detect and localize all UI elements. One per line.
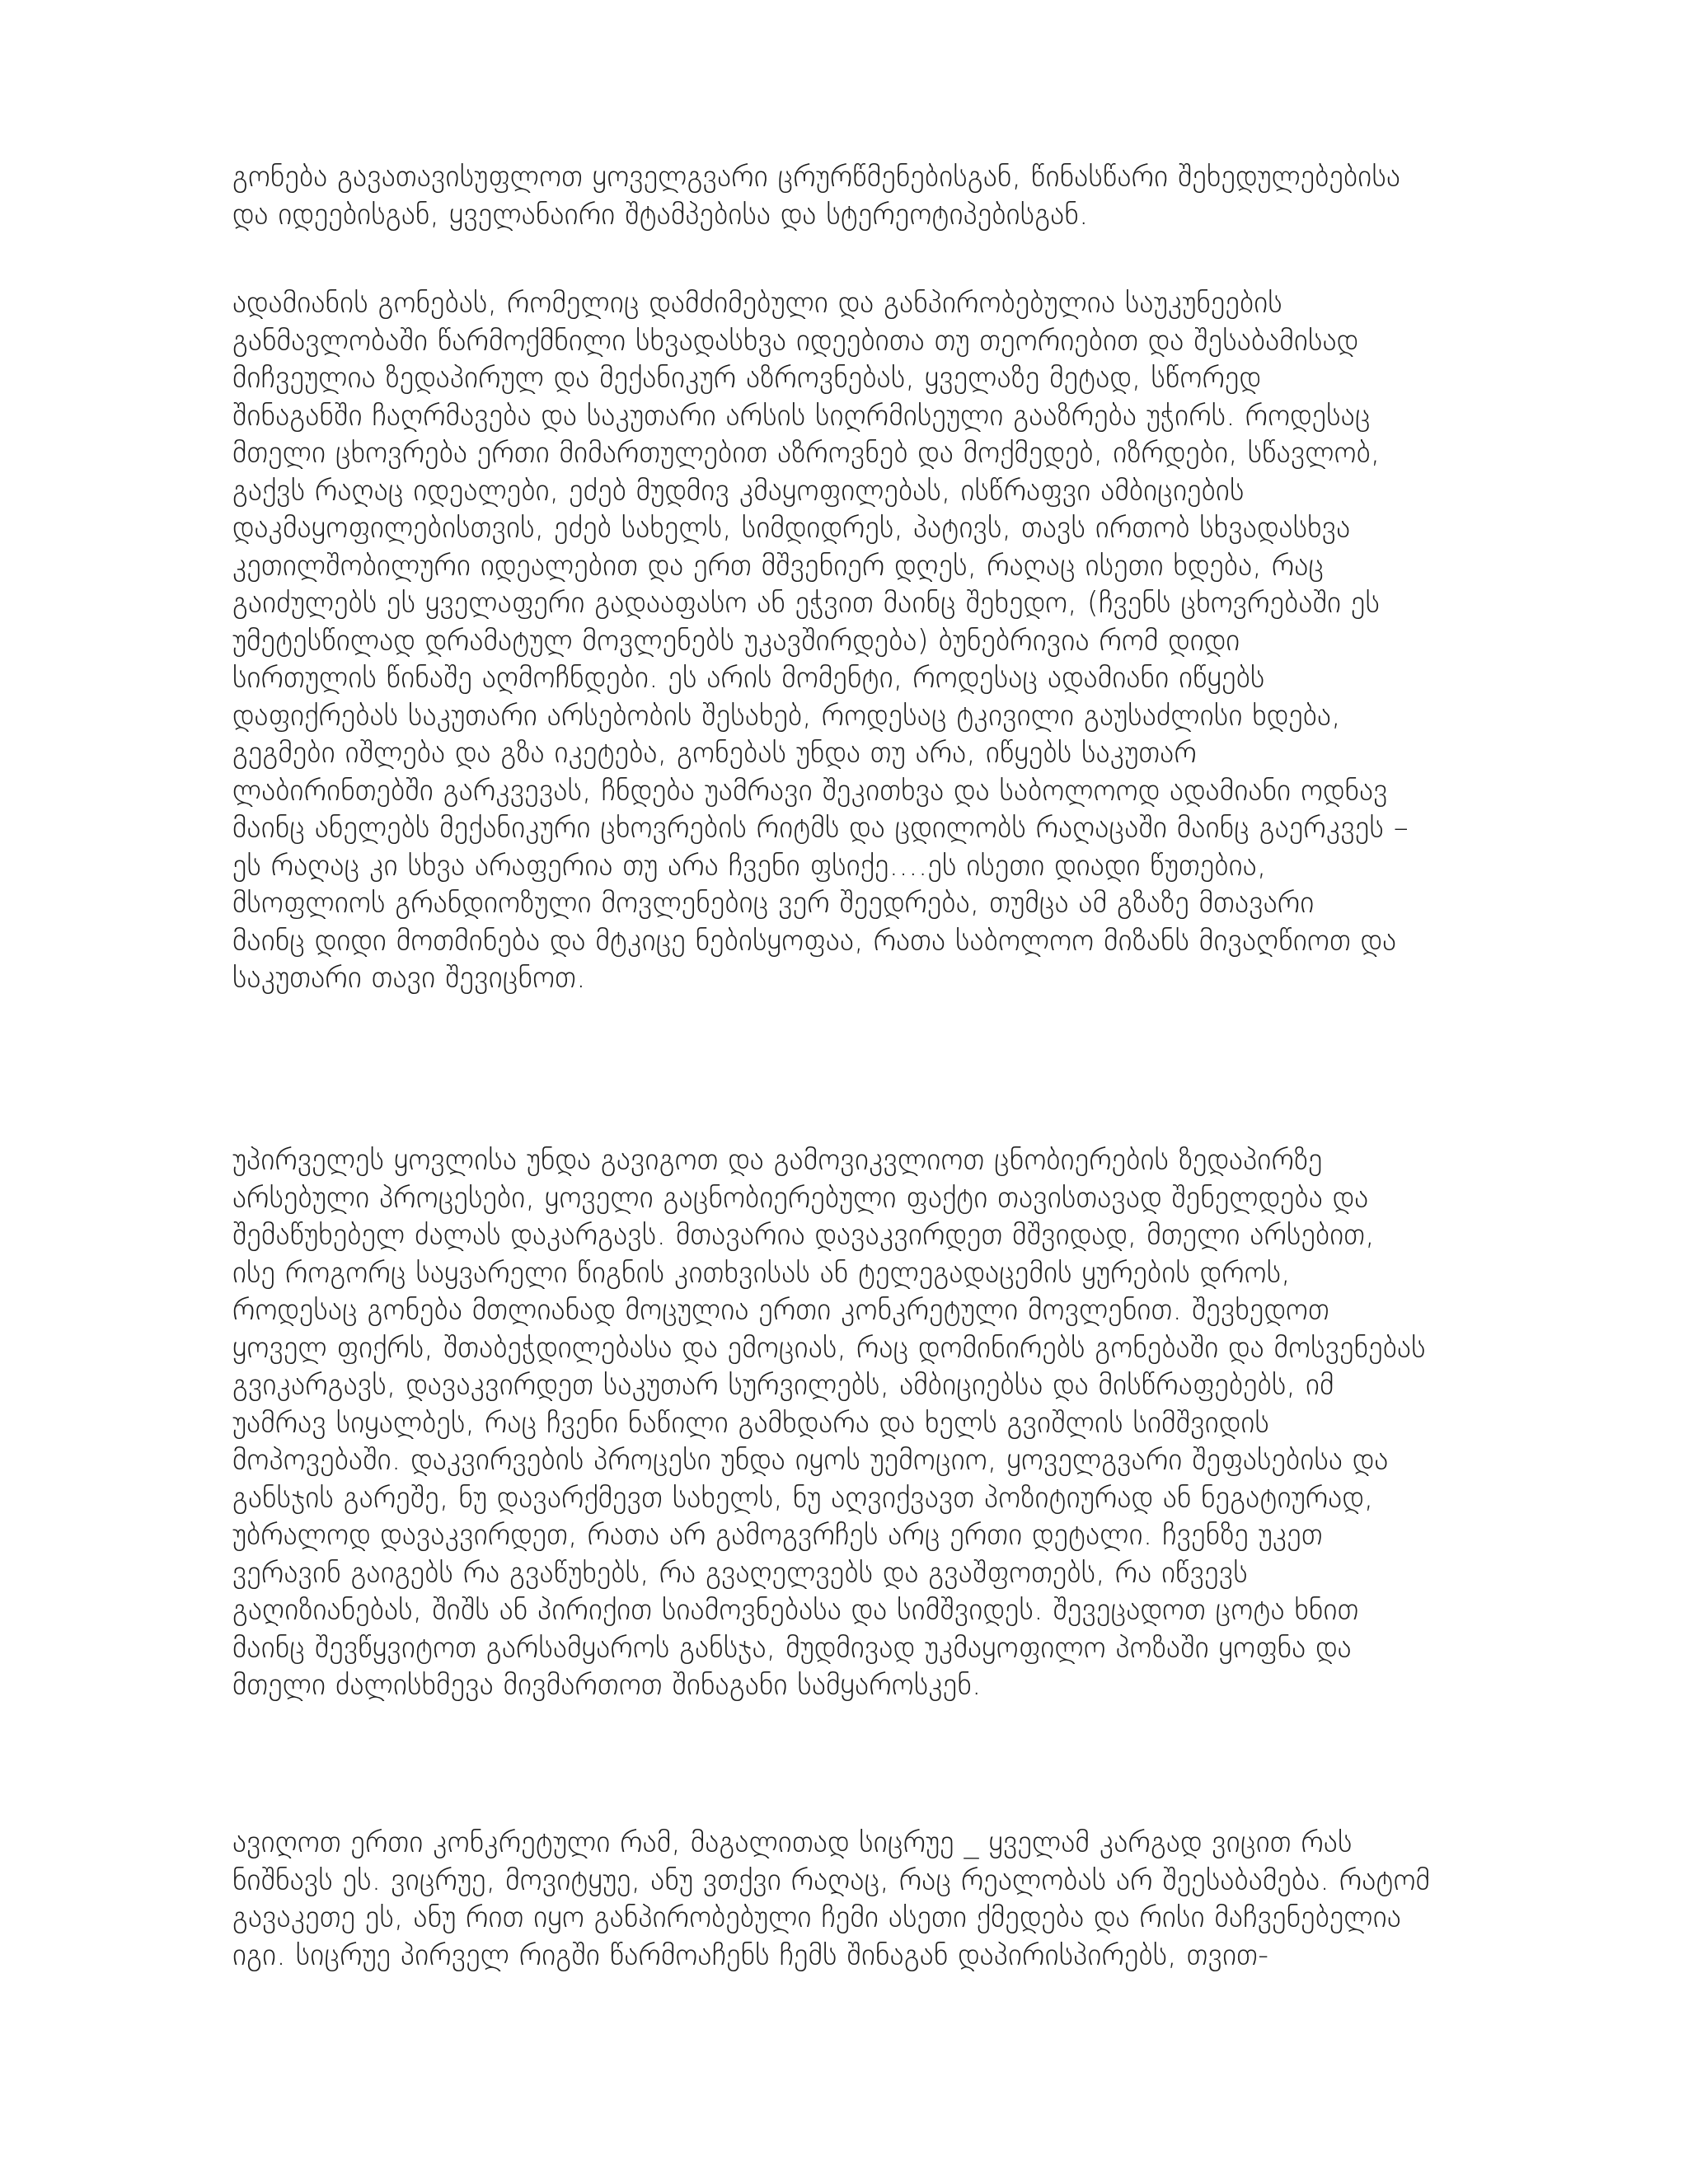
text-line: გონება გავათავისუფლოთ ყოველგვარი ცრურწმენებისგან, წინასწარი შეხედულებებისა	[232, 160, 1401, 194]
text-line: იგი. სიცრუე პირველ რიგში წარმოაჩენს ჩემს შინაგან დაპირისპირებს, თვით-	[232, 1938, 1269, 1972]
text-line: მთელი ცხოვრება ერთი მიმართულებით აზროვნებ და მოქმედებ, იზრდები, სწავლობ,	[232, 436, 1381, 470]
text-line: გაიძულებს ეს ყველაფერი გადააფასო ან ეჭვით მაინც შეხედო, (ჩვენს ცხოვრებაში ეს	[232, 586, 1381, 620]
text-line: უამრავ სიყალბეს, რაც ჩვენი ნაწილი გამხდარა და ხელს გვიშლის სიმშვიდის	[232, 1405, 1270, 1440]
text-line: მაინც ანელებს მექანიკური ცხოვრების რიტმს და ცდილობს რაღაცაში მაინც გაერკვეს –	[232, 811, 1409, 845]
paragraph-1	[232, 158, 1568, 233]
text-line: გავაკეთე ეს, ანუ რით იყო განპირობებული ჩემი ასეთი ქმედება და რისი მაჩვენებელია	[232, 1900, 1402, 1934]
text-line: მაინც შევწყვიტოთ გარსამყაროს განსჯა, მუდმივად უკმაყოფილო პოზაში ყოფნა და	[232, 1630, 1352, 1665]
text-line: ლაბირინთებში გარკვევას, ჩნდება უამრავი შეკითხვა და საბოლოოდ ადამიანი ოდნავ	[232, 773, 1388, 808]
text-line: გეგმები იშლება და გზა იკეტება, გონებას უნდა თუ არა, იწყებს საკუთარ	[232, 736, 1197, 770]
paragraph-4	[232, 1824, 1568, 1974]
text-line: სირთულის წინაშე აღმოჩნდები. ეს არის მომენტი, როდესაც ადამიანი იწყებს	[232, 661, 1265, 695]
text-line: მაინც დიდი მოთმინება და მტკიცე ნებისყოფაა, რათა საბოლოო მიზანს მივაღწიოთ და	[232, 923, 1397, 958]
text-line: გვიკარგავს, დავაკვირდეთ საკუთარ სურვილებს, ამბიციებსა და მისწრაფებებს, იმ	[232, 1368, 1334, 1402]
text-line: საკუთარი თავი შევიცნოთ.	[232, 961, 586, 995]
text-line: მოპოვებაში. დაკვირვების პროცესი უნდა იყოს უემოციო, ყოველგვარი შეფასებისა და	[232, 1443, 1389, 1477]
text-line: დაფიქრებას საკუთარი არსებობის შესახებ, როდესაც ტკივილი გაუსაძლისი ხდება,	[232, 698, 1341, 733]
text-line: მსოფლიოს გრანდიოზული მოვლენებიც ვერ შეედრება, თუმცა ამ გზაზე მთავარი	[232, 886, 1315, 920]
text-line: გაღიზიანებას, შიშს ან პირიქით სიამოვნებასა და სიმშვიდეს. შევეცადოთ ცოტა ხნით	[232, 1593, 1359, 1627]
text-line: როდესაც გონება მთლიანად მოცულია ერთი კონკრეტული მოვლენით. შევხედოთ	[232, 1293, 1329, 1327]
text-line: შინაგანში ჩაღრმავება და საკუთარი არსის სიღრმისეული გააზრება უჭირს. როდესაც	[232, 398, 1371, 433]
text-line: ადამიანის გონებას, რომელიც დამძიმებული და განპირობებულია საუკუნეების	[232, 286, 1282, 320]
text-line: კეთილშობილური იდეალებით და ერთ მშვენიერ დღეს, რაღაც ისეთი ხდება, რაც	[232, 548, 1325, 583]
text-line: გაქვს რაღაც იდეალები, ეძებ მუდმივ კმაყოფილებას, ისწრაფვი ამბიციების	[232, 473, 1245, 508]
text-line: ეს რაღაც კი სხვა არაფერია თუ არა ჩვენი ფსიქე....ეს ისეთი დიადი წუთებია,	[232, 848, 1267, 883]
text-line: მიჩვეულია ზედაპირულ და მექანიკურ აზროვნებას, ყველაზე მეტად, სწორედ	[232, 361, 1262, 395]
text-line: უმეტესწილად დრამატულ მოვლენებს უკავშირდება) ბუნებრივია რომ დიდი	[232, 623, 1240, 658]
text-line: ყოველ ფიქრს, შთაბეჭდილებასა და ემოციას, რაც დომინირებს გონებაში და მოსვენებას	[232, 1330, 1426, 1365]
text-line: უბრალოდ დავაკვირდეთ, რათა არ გამოგვრჩეს არც ერთი დეტალი. ჩვენზე უკეთ	[232, 1518, 1323, 1552]
text-line: ისე როგორც საყვარელი წიგნის კითხვისას ან ტელეგადაცემის ყურების დროს,	[232, 1255, 1291, 1290]
text-line: დაკმაყოფილებისთვის, ეძებ სახელს, სიმდიდრეს, პატივს, თავს ირთობ სხვადასხვა	[232, 511, 1351, 545]
text-line: უპირველეს ყოვლისა უნდა გავიგოთ და გამოვიკვლიოთ ცნობიერების ზედაპირზე	[232, 1143, 1323, 1177]
text-line: განმავლობაში წარმოქმნილი სხვადასხვა იდეებითა თუ თეორიებით და შესაბამისად	[232, 323, 1359, 358]
text-line: განსჯის გარეშე, ნუ დავარქმევთ სახელს, ნუ აღვიქვავთ პოზიტიურად ან ნეგატიურად,	[232, 1480, 1374, 1515]
text-line: ავიღოთ ერთი კონკრეტული რამ, მაგალითად სიცრუე _ ყველამ კარგად ვიცით რას	[232, 1825, 1353, 1859]
text-line: და იდეებისგან, ყველანაირი შტამპებისა და სტერეოტიპებისგან.	[232, 197, 1089, 232]
text-line: არსებული პროცესები, ყოველი გაცნობიერებული ფაქტი თავისთავად შენელდება და	[232, 1180, 1369, 1215]
paragraph-2	[232, 284, 1568, 997]
text-line: ნიშნავს ეს. ვიცრუე, მოვიტყუე, ანუ ვთქვი რაღაც, რაც რეალობას არ შეესაბამება. რატომ	[232, 1863, 1431, 1897]
text-line: მთელი ძალისხმევა მივმართოთ შინაგანი სამყაროსკენ.	[232, 1668, 982, 1702]
paragraph-3	[232, 1141, 1568, 1704]
text-line: შემაწუხებელ ძალას დაკარგავს. მთავარია დავაკვირდეთ მშვიდად, მთელი არსებით,	[232, 1218, 1376, 1252]
text-line: ვერავინ გაიგებს რა გვაწუხებს, რა გვაღელვებს და გვაშფოთებს, რა იწვევს	[232, 1555, 1248, 1590]
